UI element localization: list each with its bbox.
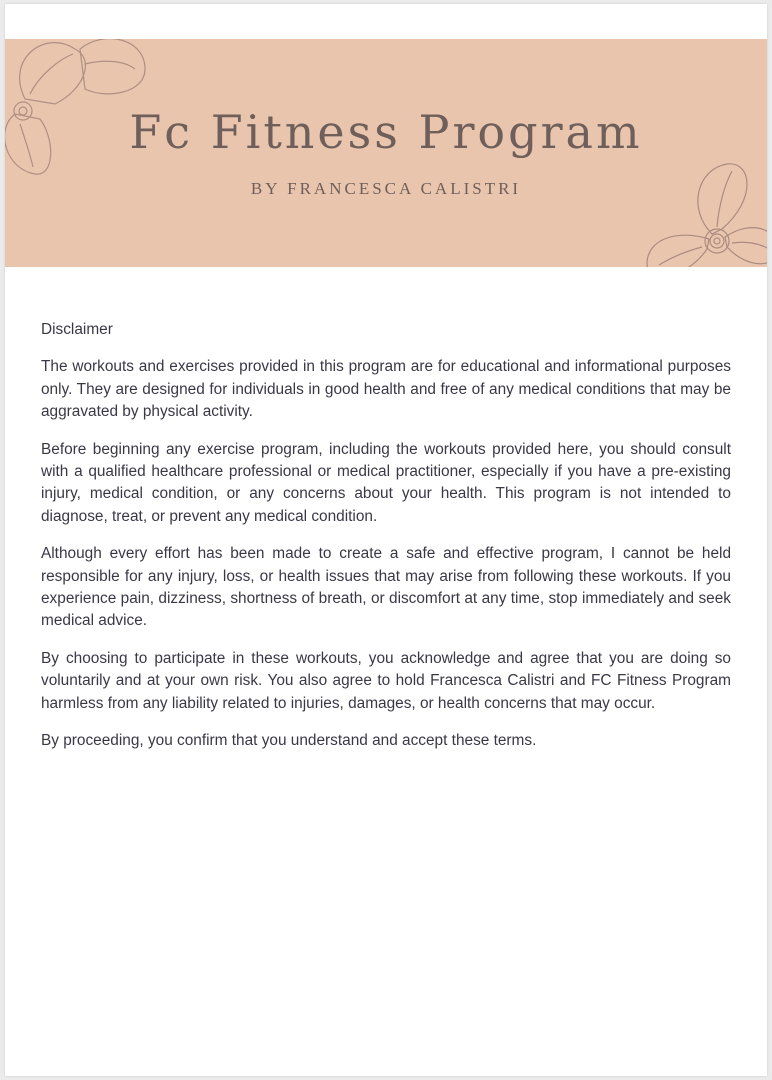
page-subtitle: BY FRANCESCA CALISTRI <box>250 179 522 198</box>
header-banner <box>5 39 767 267</box>
disclaimer-paragraph: The workouts and exercises provided in this program are for educational and informational purposes only. They are designed for individuals in good health and free of any medical conditions that may be aggravated by physical activity. <box>41 358 731 421</box>
disclaimer-section <box>41 319 731 768</box>
page-title: Fc Fitness Program <box>129 105 643 159</box>
disclaimer-paragraph: Before beginning any exercise program, including the workouts provided here, you should consult with a qualified healthcare professional or medical practitioner, especially if you have a pre-existing injury, medical condition, or any concerns about your health. This program is not intended to diagnose, treat, or prevent any medical condition. <box>41 440 731 525</box>
disclaimer-paragraph: By proceeding, you confirm that you understand and accept these terms. <box>41 732 537 750</box>
document-page <box>5 4 767 1076</box>
disclaimer-paragraph: Although every effort has been made to create a safe and effective program, I cannot be held responsible for any injury, loss, or health issues that may arise from following these workouts. If you experience pain, dizziness, shortness of breath, or discomfort at any time, stop immediately and seek medical advice. <box>41 545 731 630</box>
disclaimer-paragraph: By choosing to participate in these workouts, you acknowledge and agree that you are doing so voluntarily and at your own risk. You also agree to hold Francesca Calistri and FC Fitness Program harmless from any liability related to injuries, damages, or health concerns that may occur. <box>41 649 731 712</box>
disclaimer-heading: Disclaimer <box>41 321 113 338</box>
